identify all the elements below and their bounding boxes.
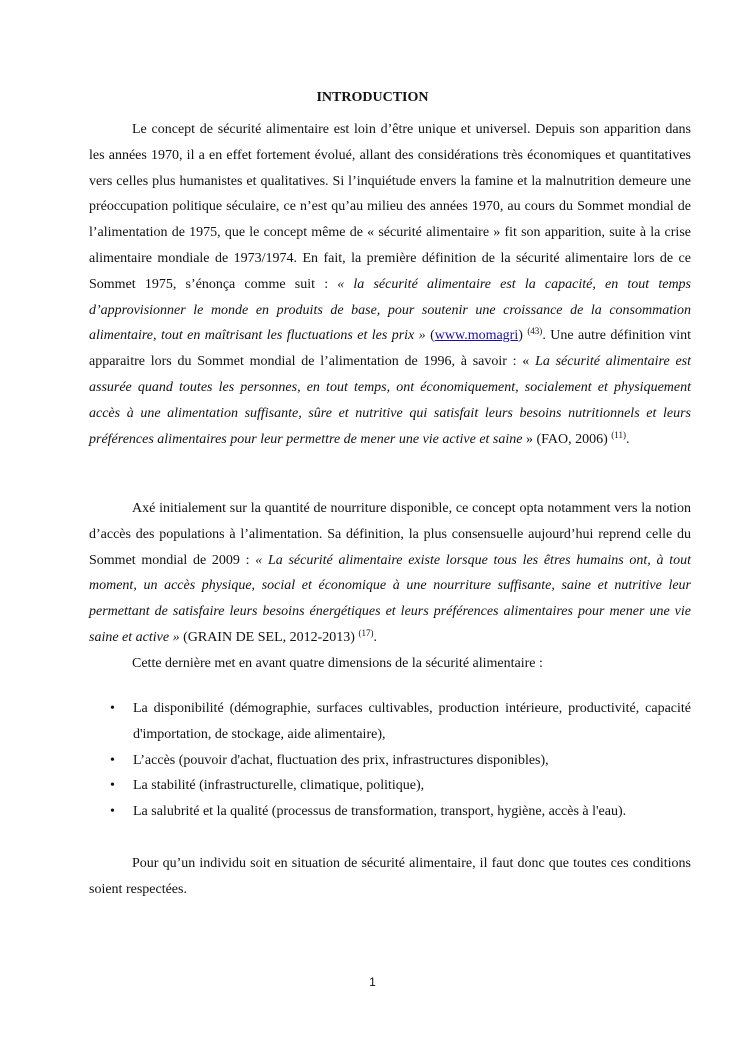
list-item-text: La stabilité (infrastructurelle, climatique, politique),: [133, 778, 425, 794]
momagri-link[interactable]: www.momagri: [434, 328, 519, 344]
page-number: 1: [369, 975, 376, 989]
p1-close-paren: ): [518, 328, 528, 344]
p2-text-1: Axé initialement sur la quantité de nourriture disponible, ce concept opta notamment vers la notion d’accès des populations à l’alimentation. Sa définition, la plus consensuelle aujourd’hui reprend celle du Sommet mondial de 2009 :: [89, 501, 691, 568]
p1-reference-43: (43): [527, 326, 543, 337]
list-item-text: La disponibilité (démographie, surfaces cultivables, production intérieure, productivité, capacité d'importation, de stockage, aide alimentaire),: [133, 701, 691, 742]
p1-quote-1: « la sécurité alimentaire est la capacité, en tout temps d’approvisionner le monde en produits de base, pour soutenir une croissance de la consommation alimentaire, tout en maîtrisant les fluctuations et les prix »: [89, 276, 692, 344]
bullet-icon: •: [110, 778, 115, 794]
list-item-text: L’accès (pouvoir d'achat, fluctuation des prix, infrastructures disponibles),: [133, 752, 549, 768]
list-item-text: La salubrité et la qualité (processus de transformation, transport, hygiène, accès à l'eau).: [133, 804, 627, 820]
page-title: INTRODUCTION: [316, 90, 429, 105]
list-item: [89, 773, 691, 799]
intro-paragraph-1: [89, 117, 691, 452]
p2-end: .: [373, 629, 377, 645]
p1-text-2: . Une autre définition vint apparaitre lors du Sommet mondial de l’alimentation de 1996, à savoir : «: [89, 328, 691, 370]
bullet-icon: •: [110, 701, 115, 716]
intro-paragraph-2: [89, 496, 691, 677]
dimensions-list: [89, 696, 691, 825]
p1-reference-11: (11): [611, 429, 626, 440]
intro-paragraph-4: [89, 851, 691, 903]
p1-quote-2: La sécurité alimentaire est assurée quand toutes les personnes, en tout temps, ont économiquement, socialement et physiquement accès à une alimentation suffisante, sûre et nutritive qui satisfait leurs besoins nutritionnels et leurs préférences alimentaires pour leur permettre de mener une vie active et saine: [89, 354, 691, 447]
list-item: [89, 799, 691, 825]
p1-open-paren: (: [425, 328, 435, 344]
p1-text-3: » (FAO, 2006): [522, 431, 612, 447]
p1-text-1: Le concept de sécurité alimentaire est loin d’être unique et universel. Depuis son apparition dans les années 1970, il a en effet fortement évolué, allant des considérations très économiques et quantitatives vers celles plus humanistes et qualitatives. Si l’inquiétude envers la famine et la malnutrition demeure une préoccupation politique séculaire, ce n’est qu’au milieu des années 1970, au cours du Sommet mondial de l’alimentation de 1975, que le concept même de « sécurité alimentaire » fit son apparition, suite à la crise alimentaire mondiale de 1973/1974. En fait, la première définition de la sécurité alimentaire lors de ce Sommet 1975, s’énonça comme suit :: [89, 122, 691, 292]
list-item: [89, 748, 691, 774]
paragraph-1: [89, 117, 691, 452]
paragraph-2: [89, 496, 691, 651]
bullet-icon: •: [110, 752, 115, 768]
p2-quote: « La sécurité alimentaire existe lorsque tous les êtres humains ont, à tout moment, un accès physique, social et économique à une nourriture suffisante, saine et nutritive leur permettant de satisfaire leurs besoins énergétiques et leurs préférences alimentaires pour mener une vie saine et active »: [89, 552, 692, 645]
p2-text-2: (GRAIN DE SEL, 2012-2013): [179, 629, 359, 645]
list-item: [89, 696, 691, 748]
paragraph-4: Pour qu’un individu soit en situation de sécurité alimentaire, il faut donc que toutes ces conditions soient respectées.: [89, 856, 691, 897]
p2-reference-17: (17): [358, 627, 374, 638]
bullet-icon: •: [110, 804, 115, 820]
paragraph-3: Cette dernière met en avant quatre dimensions de la sécurité alimentaire :: [132, 655, 543, 671]
p1-end: .: [625, 431, 630, 447]
